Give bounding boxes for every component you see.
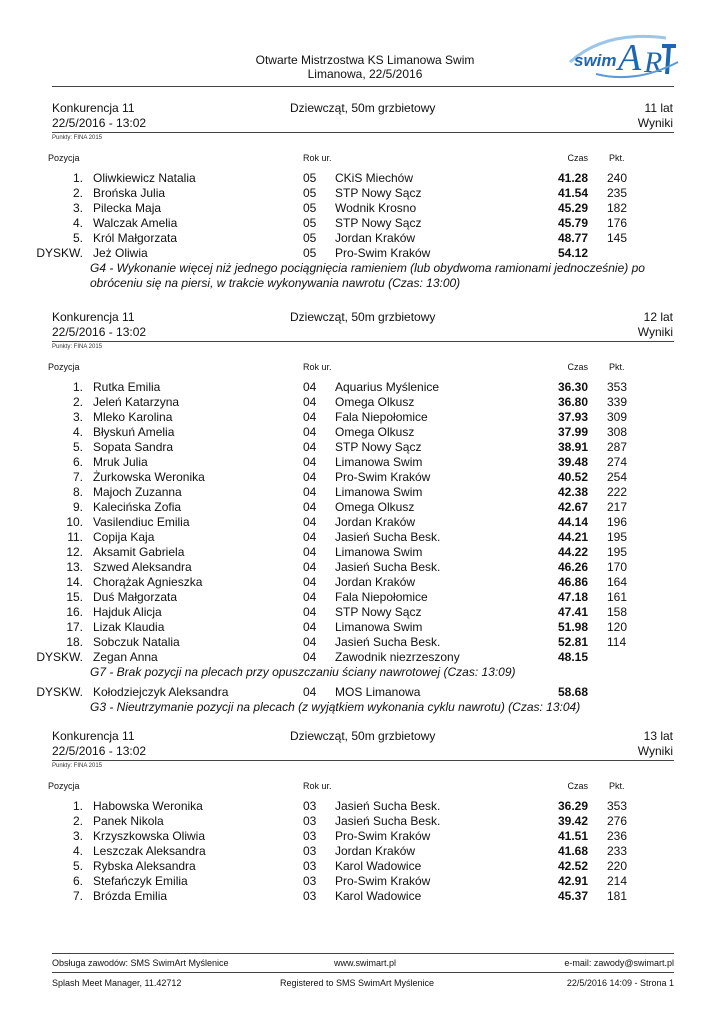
result-name: Walczak Amelia bbox=[93, 216, 178, 230]
result-club: Jasień Sucha Besk. bbox=[335, 799, 441, 813]
results-label: Wyniki bbox=[637, 116, 673, 130]
result-points: 214 bbox=[607, 874, 628, 888]
result-points: 158 bbox=[607, 605, 628, 619]
event-title: Dziewcząt, 50m grzbietowy bbox=[290, 101, 436, 115]
result-points: 145 bbox=[607, 231, 628, 245]
result-position: 1. bbox=[72, 380, 83, 394]
result-points: 181 bbox=[607, 889, 628, 903]
result-time: 41.68 bbox=[557, 844, 588, 858]
result-time: 37.93 bbox=[557, 410, 588, 424]
result-row bbox=[0, 231, 725, 246]
result-club: CKiS Miechów bbox=[335, 171, 414, 185]
col-time: Czas bbox=[567, 362, 588, 372]
result-row bbox=[0, 425, 725, 440]
result-time: 41.28 bbox=[557, 171, 588, 185]
result-position: 17. bbox=[66, 620, 83, 634]
result-year: 04 bbox=[303, 590, 317, 604]
col-time: Czas bbox=[567, 781, 588, 791]
result-year: 04 bbox=[303, 485, 317, 499]
result-name: Majoch Zuzanna bbox=[93, 485, 182, 499]
result-club: Omega Olkusz bbox=[335, 395, 415, 409]
result-name: Król Małgorzata bbox=[93, 231, 178, 245]
result-year: 05 bbox=[303, 201, 317, 215]
result-position: 6. bbox=[72, 874, 83, 888]
result-club: MOS Limanowa bbox=[335, 685, 421, 699]
col-points: Pkt. bbox=[609, 781, 625, 791]
points-note: Punkty: FINA 2015 bbox=[52, 344, 103, 350]
result-name: Pilecka Maja bbox=[93, 201, 162, 215]
result-club: Jasień Sucha Besk. bbox=[335, 635, 441, 649]
col-position: Pozycja bbox=[48, 362, 80, 372]
result-row bbox=[0, 859, 725, 874]
result-name: Błyskuń Amelia bbox=[93, 425, 175, 439]
result-time: 41.54 bbox=[557, 186, 588, 200]
result-club: Zawodnik niezrzeszony bbox=[335, 650, 460, 664]
result-row bbox=[0, 685, 725, 700]
result-year: 04 bbox=[303, 425, 317, 439]
result-points: 195 bbox=[607, 545, 628, 559]
result-position: 16. bbox=[66, 605, 83, 619]
result-position: DYSKW. bbox=[36, 246, 83, 260]
result-time: 38.91 bbox=[557, 440, 588, 454]
result-position: 4. bbox=[72, 216, 83, 230]
result-row bbox=[0, 201, 725, 216]
result-year: 04 bbox=[303, 440, 317, 454]
result-year: 05 bbox=[303, 216, 317, 230]
result-points: 195 bbox=[607, 530, 628, 544]
result-row bbox=[0, 246, 725, 261]
result-name: Kalecińska Zofia bbox=[93, 500, 182, 514]
result-year: 04 bbox=[303, 545, 317, 559]
result-club: Fala Niepołomice bbox=[335, 590, 428, 604]
result-points: 120 bbox=[607, 620, 628, 634]
result-time: 39.48 bbox=[557, 455, 588, 469]
result-position: 3. bbox=[72, 410, 83, 424]
result-name: Stefańczyk Emilia bbox=[93, 874, 188, 888]
result-points: 287 bbox=[607, 440, 628, 454]
result-row bbox=[0, 515, 725, 530]
result-row bbox=[0, 844, 725, 859]
result-club: Limanowa Swim bbox=[335, 620, 423, 634]
result-name: Krzyszkowska Oliwia bbox=[93, 829, 206, 843]
result-time: 58.68 bbox=[557, 685, 588, 699]
result-year: 04 bbox=[303, 470, 317, 484]
result-time: 36.30 bbox=[557, 380, 588, 394]
result-name: Aksamit Gabriela bbox=[93, 545, 185, 559]
result-row bbox=[0, 485, 725, 500]
footer-registered: Registered to SMS SwimArt Myślenice bbox=[280, 978, 435, 988]
result-position: 5. bbox=[72, 440, 83, 454]
result-time: 42.38 bbox=[557, 485, 588, 499]
result-name: Szwed Aleksandra bbox=[93, 560, 192, 574]
result-club: Pro-Swim Kraków bbox=[335, 874, 431, 888]
result-club: Jordan Kraków bbox=[335, 231, 416, 245]
result-year: 05 bbox=[303, 186, 317, 200]
result-points: 182 bbox=[607, 201, 628, 215]
result-position: 9. bbox=[72, 500, 83, 514]
result-time: 45.79 bbox=[557, 216, 588, 230]
result-club: STP Nowy Sącz bbox=[335, 605, 422, 619]
result-points: 339 bbox=[607, 395, 628, 409]
result-time: 44.22 bbox=[557, 545, 588, 559]
event-number: Konkurencja 11 bbox=[52, 729, 135, 743]
result-club: Omega Olkusz bbox=[335, 500, 415, 514]
age-group: 12 lat bbox=[643, 310, 673, 324]
result-row bbox=[0, 455, 725, 470]
result-year: 04 bbox=[303, 410, 317, 424]
event-number: Konkurencja 11 bbox=[52, 310, 135, 324]
result-time: 46.26 bbox=[557, 560, 588, 574]
result-club: Karol Wadowice bbox=[335, 889, 422, 903]
result-position: 6. bbox=[72, 455, 83, 469]
result-club: STP Nowy Sącz bbox=[335, 186, 422, 200]
age-group: 11 lat bbox=[644, 101, 673, 115]
result-year: 05 bbox=[303, 246, 317, 260]
footer-divider-top bbox=[52, 953, 674, 954]
result-time: 47.18 bbox=[557, 590, 588, 604]
footer-website: www.swimart.pl bbox=[334, 958, 397, 968]
result-row bbox=[0, 186, 725, 201]
result-name: Brózda Emilia bbox=[93, 889, 168, 903]
result-row bbox=[0, 605, 725, 620]
result-year: 04 bbox=[303, 395, 317, 409]
result-name: Mleko Karolina bbox=[93, 410, 173, 424]
result-year: 04 bbox=[303, 575, 317, 589]
result-row bbox=[0, 545, 725, 560]
result-name: Chorążak Agnieszka bbox=[93, 575, 203, 589]
page-title: Otwarte Mistrzostwa KS Limanowa Swim bbox=[255, 53, 475, 67]
result-club: Limanowa Swim bbox=[335, 455, 423, 469]
col-year: Rok ur. bbox=[303, 781, 332, 791]
result-year: 04 bbox=[303, 620, 317, 634]
result-points: 240 bbox=[607, 171, 628, 185]
result-points: 161 bbox=[607, 590, 628, 604]
result-position: 12. bbox=[66, 545, 83, 559]
result-row bbox=[0, 395, 725, 410]
result-club: Limanowa Swim bbox=[335, 545, 423, 559]
svg-text:A: A bbox=[618, 37, 642, 79]
result-club: Limanowa Swim bbox=[335, 485, 423, 499]
result-position: 18. bbox=[66, 635, 83, 649]
result-name: Jeż Oliwia bbox=[93, 246, 148, 260]
result-name: Oliwkiewicz Natalia bbox=[93, 171, 196, 185]
header-divider bbox=[52, 86, 674, 87]
event-datetime: 22/5/2016 - 13:02 bbox=[52, 116, 147, 130]
swimart-logo bbox=[566, 22, 682, 84]
result-points: 353 bbox=[607, 799, 628, 813]
result-club: Pro-Swim Kraków bbox=[335, 246, 431, 260]
result-time: 42.67 bbox=[557, 500, 588, 514]
svg-text:swim: swim bbox=[574, 51, 617, 70]
event-title: Dziewcząt, 50m grzbietowy bbox=[290, 310, 436, 324]
result-points: 176 bbox=[607, 216, 628, 230]
result-position: 2. bbox=[72, 814, 83, 828]
result-year: 03 bbox=[303, 829, 317, 843]
result-club: Jordan Kraków bbox=[335, 844, 416, 858]
result-row bbox=[0, 814, 725, 829]
result-time: 41.51 bbox=[557, 829, 588, 843]
footer-divider-bottom bbox=[52, 972, 674, 973]
result-year: 03 bbox=[303, 889, 317, 903]
col-year: Rok ur. bbox=[303, 362, 332, 372]
result-year: 04 bbox=[303, 685, 317, 699]
result-year: 04 bbox=[303, 530, 317, 544]
result-year: 04 bbox=[303, 500, 317, 514]
result-time: 36.29 bbox=[557, 799, 588, 813]
result-name: Duś Małgorzata bbox=[93, 590, 178, 604]
result-position: 4. bbox=[72, 425, 83, 439]
result-name: Rybska Aleksandra bbox=[93, 859, 196, 873]
result-points: 274 bbox=[607, 455, 628, 469]
result-points: 309 bbox=[607, 410, 628, 424]
result-points: 196 bbox=[607, 515, 628, 529]
result-name: Leszczak Aleksandra bbox=[93, 844, 206, 858]
result-position: 1. bbox=[72, 171, 83, 185]
result-row bbox=[0, 440, 725, 455]
result-year: 04 bbox=[303, 515, 317, 529]
result-points: 217 bbox=[607, 500, 628, 514]
result-time: 42.91 bbox=[557, 874, 588, 888]
result-row bbox=[0, 560, 725, 575]
result-year: 05 bbox=[303, 171, 317, 185]
result-name: Żurkowska Weronika bbox=[93, 470, 205, 484]
result-points: 276 bbox=[607, 814, 628, 828]
result-name: Vasilendiuc Emilia bbox=[93, 515, 190, 529]
result-name: Sopata Sandra bbox=[93, 440, 174, 454]
age-group: 13 lat bbox=[643, 729, 673, 743]
result-position: 5. bbox=[72, 231, 83, 245]
result-time: 37.99 bbox=[557, 425, 588, 439]
result-club: Wodnik Krosno bbox=[335, 201, 417, 215]
result-name: Panek Nikola bbox=[93, 814, 164, 828]
result-club: STP Nowy Sącz bbox=[335, 216, 422, 230]
result-row bbox=[0, 889, 725, 904]
result-position: 8. bbox=[72, 485, 83, 499]
col-year: Rok ur. bbox=[303, 153, 332, 163]
result-time: 47.41 bbox=[557, 605, 588, 619]
result-year: 04 bbox=[303, 650, 317, 664]
result-row bbox=[0, 171, 725, 186]
disqualification-note: G3 - Nieutrzymanie pozycji na plecach (z wyjątkiem wykonania cyklu nawrotu) (Czas: 13:04) bbox=[90, 700, 581, 714]
result-row bbox=[0, 650, 725, 665]
result-time: 39.42 bbox=[557, 814, 588, 828]
result-time: 48.15 bbox=[557, 650, 588, 664]
event-datetime: 22/5/2016 - 13:02 bbox=[52, 325, 147, 339]
result-name: Rutka Emilia bbox=[93, 380, 161, 394]
col-points: Pkt. bbox=[609, 362, 625, 372]
result-name: Habowska Weronika bbox=[93, 799, 203, 813]
col-position: Pozycja bbox=[48, 781, 80, 791]
result-year: 03 bbox=[303, 874, 317, 888]
results-label: Wyniki bbox=[637, 744, 673, 758]
section-divider bbox=[52, 341, 674, 342]
result-position: 15. bbox=[66, 590, 83, 604]
result-name: Lizak Klaudia bbox=[93, 620, 165, 634]
result-position: 7. bbox=[72, 889, 83, 903]
result-year: 04 bbox=[303, 380, 317, 394]
event-datetime: 22/5/2016 - 13:02 bbox=[52, 744, 147, 758]
results-label: Wyniki bbox=[637, 325, 673, 339]
result-row bbox=[0, 575, 725, 590]
result-row bbox=[0, 620, 725, 635]
col-time: Czas bbox=[567, 153, 588, 163]
result-position: 2. bbox=[72, 395, 83, 409]
result-position: DYSKW. bbox=[36, 685, 83, 699]
result-position: 3. bbox=[72, 829, 83, 843]
result-row bbox=[0, 380, 725, 395]
result-year: 03 bbox=[303, 844, 317, 858]
result-row bbox=[0, 530, 725, 545]
result-row bbox=[0, 829, 725, 844]
result-club: Pro-Swim Kraków bbox=[335, 470, 431, 484]
result-position: 14. bbox=[66, 575, 83, 589]
result-time: 45.37 bbox=[557, 889, 588, 903]
disqualification-note: G4 - Wykonanie więcej niż jednego pociągnięcia ramieniem (lub obydwoma ramionami jednocześnie) po obróceniu się na piersi, w trakcie wykonywania nawrotu (Czas: 13:00) bbox=[90, 261, 645, 290]
result-time: 36.80 bbox=[557, 395, 588, 409]
result-club: Jasień Sucha Besk. bbox=[335, 530, 441, 544]
result-year: 03 bbox=[303, 814, 317, 828]
result-points: 114 bbox=[607, 635, 627, 649]
result-club: Fala Niepołomice bbox=[335, 410, 428, 424]
page-subtitle: Limanowa, 22/5/2016 bbox=[307, 67, 423, 81]
result-name: Copija Kaja bbox=[93, 530, 155, 544]
result-club: Jordan Kraków bbox=[335, 575, 416, 589]
result-position: 5. bbox=[72, 859, 83, 873]
result-row bbox=[0, 874, 725, 889]
result-time: 52.81 bbox=[557, 635, 588, 649]
result-points: 308 bbox=[607, 425, 628, 439]
result-points: 222 bbox=[607, 485, 628, 499]
svg-text:R: R bbox=[644, 46, 663, 79]
result-club: Karol Wadowice bbox=[335, 859, 422, 873]
result-year: 04 bbox=[303, 635, 317, 649]
result-year: 03 bbox=[303, 859, 317, 873]
event-number: Konkurencja 11 bbox=[52, 101, 135, 115]
result-row bbox=[0, 635, 725, 650]
result-row bbox=[0, 216, 725, 231]
result-points: 220 bbox=[607, 859, 628, 873]
result-year: 04 bbox=[303, 605, 317, 619]
result-time: 42.52 bbox=[557, 859, 588, 873]
disqualification-note: G7 - Brak pozycji na plecach przy opuszczaniu ściany nawrotowej (Czas: 13:09) bbox=[90, 665, 516, 679]
result-time: 44.21 bbox=[557, 530, 588, 544]
result-year: 04 bbox=[303, 560, 317, 574]
event-title: Dziewcząt, 50m grzbietowy bbox=[290, 729, 436, 743]
result-name: Zegan Anna bbox=[93, 650, 158, 664]
section-divider bbox=[52, 760, 674, 761]
result-points: 254 bbox=[607, 470, 628, 484]
result-club: Pro-Swim Kraków bbox=[335, 829, 431, 843]
result-club: Aquarius Myślenice bbox=[335, 380, 440, 394]
result-position: 7. bbox=[72, 470, 83, 484]
footer-service: Obsługa zawodów: SMS SwimArt Myślenice bbox=[52, 958, 229, 968]
result-points: 353 bbox=[607, 380, 628, 394]
result-time: 48.77 bbox=[557, 231, 588, 245]
result-points: 235 bbox=[607, 186, 628, 200]
points-note: Punkty: FINA 2015 bbox=[52, 763, 103, 769]
result-time: 46.86 bbox=[557, 575, 588, 589]
col-points: Pkt. bbox=[609, 153, 625, 163]
result-name: Brońska Julia bbox=[93, 186, 166, 200]
result-points: 164 bbox=[607, 575, 628, 589]
result-points: 233 bbox=[607, 844, 628, 858]
section-divider bbox=[52, 132, 674, 133]
result-position: 11. bbox=[67, 530, 83, 544]
result-row bbox=[0, 799, 725, 814]
result-name: Mruk Julia bbox=[93, 455, 148, 469]
result-year: 04 bbox=[303, 455, 317, 469]
result-row bbox=[0, 500, 725, 515]
result-time: 40.52 bbox=[557, 470, 588, 484]
result-year: 05 bbox=[303, 231, 317, 245]
result-time: 51.98 bbox=[557, 620, 588, 634]
result-name: Jeleń Katarzyna bbox=[93, 395, 180, 409]
result-row bbox=[0, 470, 725, 485]
result-club: Jordan Kraków bbox=[335, 515, 416, 529]
result-club: STP Nowy Sącz bbox=[335, 440, 422, 454]
result-club: Jasień Sucha Besk. bbox=[335, 814, 441, 828]
points-note: Punkty: FINA 2015 bbox=[52, 135, 103, 141]
footer-printed: 22/5/2016 14:09 - Strona 1 bbox=[566, 978, 674, 988]
result-name: Hajduk Alicja bbox=[93, 605, 162, 619]
result-time: 54.12 bbox=[557, 246, 588, 260]
result-row bbox=[0, 590, 725, 605]
result-position: 1. bbox=[72, 799, 83, 813]
result-position: 3. bbox=[72, 201, 83, 215]
result-points: 236 bbox=[607, 829, 628, 843]
result-year: 03 bbox=[303, 799, 317, 813]
result-position: 4. bbox=[72, 844, 83, 858]
result-row bbox=[0, 410, 725, 425]
result-points: 170 bbox=[607, 560, 628, 574]
result-position: DYSKW. bbox=[36, 650, 83, 664]
result-time: 44.14 bbox=[557, 515, 588, 529]
result-club: Jasień Sucha Besk. bbox=[335, 560, 441, 574]
result-position: 10. bbox=[66, 515, 83, 529]
result-position: 2. bbox=[72, 186, 83, 200]
result-name: Kołodziejczyk Aleksandra bbox=[93, 685, 229, 699]
result-club: Omega Olkusz bbox=[335, 425, 415, 439]
col-position: Pozycja bbox=[48, 153, 80, 163]
footer-software: Splash Meet Manager, 11.42712 bbox=[52, 978, 182, 988]
result-name: Sobczuk Natalia bbox=[93, 635, 180, 649]
footer-email: e-mail: zawody@swimart.pl bbox=[564, 958, 674, 968]
result-time: 45.29 bbox=[557, 201, 588, 215]
result-position: 13. bbox=[66, 560, 83, 574]
